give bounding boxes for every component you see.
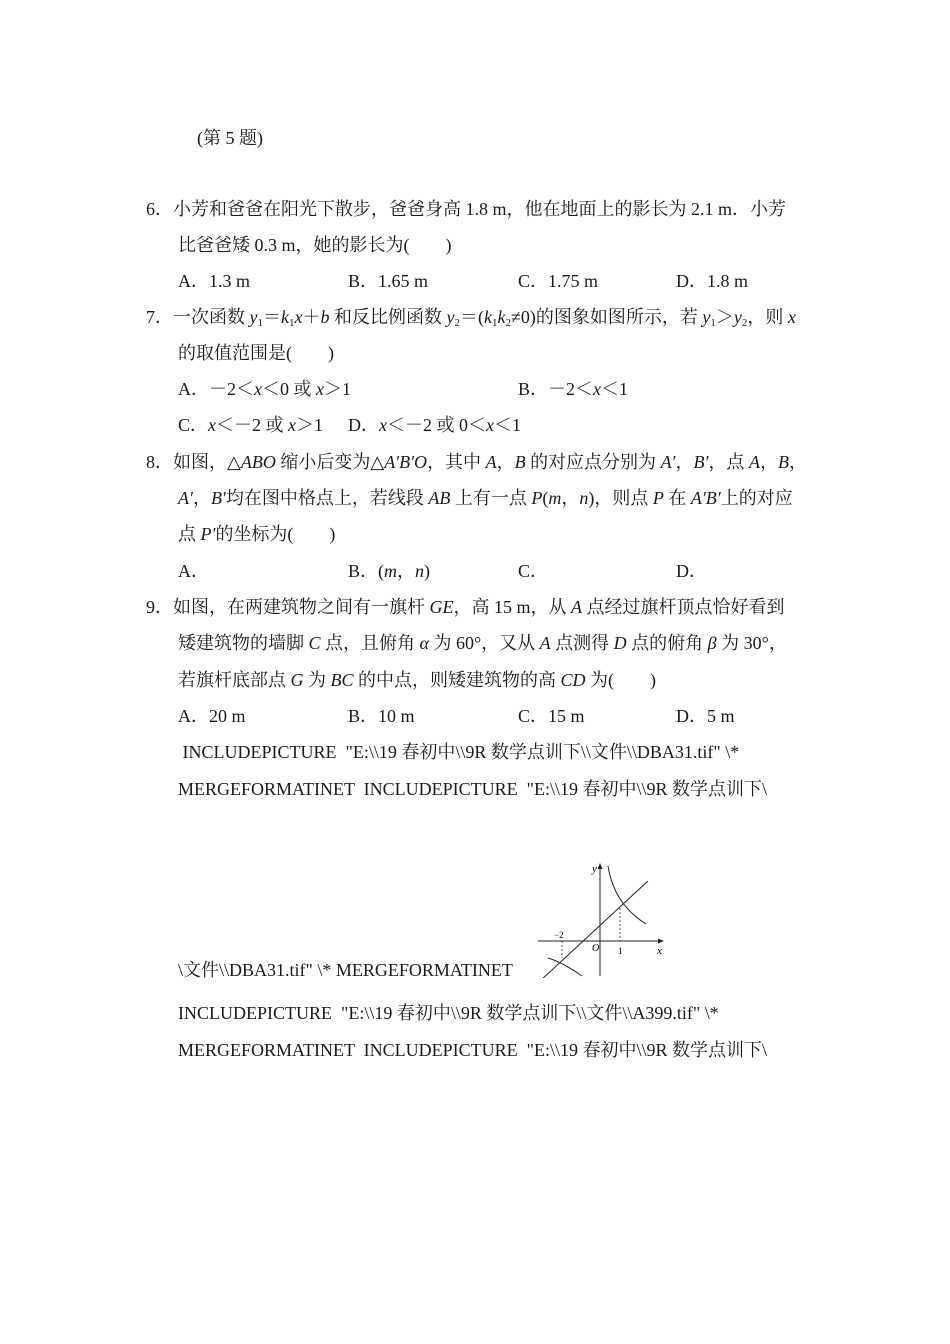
q7-var-y: y <box>733 307 742 327</box>
q7-opt-var: x <box>254 379 262 399</box>
hyperbola-branch-lower <box>548 958 582 976</box>
q7-text: 和反比例函数 <box>329 307 447 327</box>
include-field-line-3: \文件\\DBA31.tif" \* MERGEFORMATINET <box>178 960 513 980</box>
include-field-line-5: MERGEFORMATINET INCLUDEPICTURE "E:\\19 春初中\\9R 数学点训下\ <box>178 1040 768 1060</box>
q7-opt-var: x <box>486 415 494 435</box>
q9-option-d: D．5 m <box>676 706 735 726</box>
q9-line-3 <box>178 668 656 692</box>
q7-opt-var: x <box>316 379 324 399</box>
origin-label: O <box>592 943 600 954</box>
q8-text: ，点 <box>708 452 749 472</box>
q9-text: 为 <box>303 670 331 690</box>
q7-opt-text: ＞1 <box>296 415 324 435</box>
figure-5-caption: (第 5 题) <box>197 128 263 148</box>
q9-var: D <box>613 633 627 653</box>
q8-option-d: D． <box>676 561 707 581</box>
q7-option-a <box>178 377 351 401</box>
q9-text: 点的俯角 <box>626 633 708 653</box>
q8-text: 的对应点分别为 <box>525 452 661 472</box>
y-axis <box>598 863 603 976</box>
q7-text: ≠0)的图象如图所示，若 <box>511 307 703 327</box>
q8-text: 在 <box>663 488 691 508</box>
q8-var: A′B′ <box>690 488 721 508</box>
q7-opt-text: D． <box>348 415 379 435</box>
q7-opt-var: x <box>379 415 387 435</box>
q8-text: )，则点 <box>588 488 653 508</box>
q9-var: β <box>707 633 717 653</box>
q7-text: ，则 <box>747 307 788 327</box>
q8-var: m <box>548 488 562 508</box>
q8-opt-text: ) <box>424 561 430 581</box>
q8-var: B′ <box>693 452 709 472</box>
q7-opt-text: C． <box>178 415 209 435</box>
q7-sub: 2 <box>454 317 460 329</box>
q9-text: 点经过旗杆顶点恰好看到 <box>582 597 785 617</box>
q9-text: 的中点，则矮建筑物的高 <box>353 670 561 690</box>
q8-opt-text: ， <box>397 561 415 581</box>
q9-var: GE <box>429 597 454 617</box>
q8-text: ， <box>561 488 580 508</box>
q8-option-a: A． <box>178 561 209 581</box>
tick-label-1: 1 <box>618 946 623 956</box>
q8-text: 的坐标为( ) <box>215 524 336 544</box>
q6-line-2: 比爸爸矮 0.3 m，她的影长为( ) <box>178 235 452 255</box>
q7-var-y: y <box>702 307 711 327</box>
q8-option-c: C． <box>518 561 549 581</box>
q7-var-x: x <box>294 307 303 327</box>
q7-option-d <box>348 413 521 437</box>
q7-var-x: x <box>787 307 796 327</box>
q7-opt-text: B．－2＜ <box>518 379 594 399</box>
q9-var: BC <box>330 670 354 690</box>
tick-label-neg2: −2 <box>554 930 564 940</box>
q9-var: C <box>308 633 321 653</box>
q7-opt-var: x <box>208 415 217 435</box>
q8-text: 上有一点 <box>450 488 532 508</box>
q7-option-b <box>518 377 628 401</box>
q8-text: 上的对应 <box>720 488 793 508</box>
q8-line-3 <box>178 522 335 546</box>
q9-var: α <box>419 633 429 653</box>
q7-sub: 1 <box>289 317 295 329</box>
x-axis-label: x <box>657 945 662 957</box>
q8-text: ， <box>759 452 778 472</box>
q8-var: B <box>777 452 789 472</box>
q9-var: A <box>539 633 551 653</box>
q7-opt-text: ＜0 或 <box>262 379 316 399</box>
q8-var: A′ <box>178 488 193 508</box>
q9-option-b: B．10 m <box>348 706 415 726</box>
q7-text: ＞ <box>715 307 734 327</box>
q7-sub: 2 <box>741 317 748 329</box>
q8-var: ABO <box>240 452 276 472</box>
q8-var: B <box>514 452 526 472</box>
q8-var: A′ <box>660 452 676 472</box>
q9-text: 为 30°， <box>716 633 787 653</box>
q9-text: 为 60°，又从 <box>428 633 540 653</box>
q8-var: P′ <box>200 524 216 544</box>
q8-text: ， <box>675 452 694 472</box>
q9-text: 点，且俯角 <box>320 633 420 653</box>
q7-var-k: k <box>497 307 506 327</box>
q7-option-c <box>178 413 323 437</box>
q9-var: G <box>290 670 304 690</box>
q8-text: 缩小后变为△ <box>275 452 385 472</box>
q8-var: AB <box>428 488 451 508</box>
q7-var-y: y <box>249 307 258 327</box>
include-field-line-1: INCLUDEPICTURE "E:\\19 春初中\\9R 数学点训下\\文件\\DBA31.tif" \* <box>178 742 740 762</box>
q7-text: ＋ <box>302 307 321 327</box>
q9-line-1 <box>146 595 785 619</box>
q8-text: ， <box>496 452 515 472</box>
q9-text: 矮建筑物的墙脚 <box>178 633 309 653</box>
q7-opt-text: ＜－2 或 0＜ <box>387 415 486 435</box>
q7-var-k: k <box>484 307 492 327</box>
q8-var: A <box>485 452 497 472</box>
q9-text: 若旗杆底部点 <box>178 670 291 690</box>
q8-option-b <box>348 559 430 583</box>
q6-line-1: 6．小芳和爸爸在阳光下散步，爸爸身高 1.8 m，他在地面上的影长为 2.1 m．小芳 <box>146 199 786 219</box>
q9-text: 9．如图，在两建筑物之间有一旗杆 <box>146 597 430 617</box>
q9-text: ，高 15 m，从 <box>453 597 572 617</box>
q6-option-d: D．1.8 m <box>676 271 748 291</box>
include-field-line-2: MERGEFORMATINET INCLUDEPICTURE "E:\\19 春初中\\9R 数学点训下\ <box>178 779 768 799</box>
q7-var-b: b <box>320 307 330 327</box>
q8-text: 8．如图，△ <box>146 452 241 472</box>
q7-var-y: y <box>446 307 455 327</box>
q6-option-c: C．1.75 m <box>518 271 599 291</box>
q8-var: A <box>748 452 760 472</box>
q6-option-a: A．1.3 m <box>178 271 250 291</box>
q8-var: A′B′O <box>384 452 428 472</box>
q8-text: 均在图中格点上，若线段 <box>225 488 429 508</box>
q7-opt-text: A．－2＜ <box>178 379 254 399</box>
q9-text: 点测得 <box>550 633 614 653</box>
q8-var: n <box>579 488 589 508</box>
q8-opt-text: B．( <box>348 561 384 581</box>
q7-var-k: k <box>281 307 289 327</box>
q8-line-1 <box>146 450 807 474</box>
q9-var: A <box>571 597 583 617</box>
q7-opt-var: x <box>593 379 602 399</box>
q7-opt-text: ＞1 <box>324 379 351 399</box>
q9-text: 为( ) <box>585 670 657 690</box>
q9-option-c: C．15 m <box>518 706 585 726</box>
q8-text: ， <box>192 488 211 508</box>
function-graph <box>534 856 674 978</box>
q7-text: ＝ <box>263 307 281 327</box>
q9-var: CD <box>560 670 586 690</box>
y-axis-label: y <box>592 863 597 875</box>
q7-sub: 1 <box>710 317 716 329</box>
q7-text: ＝( <box>460 307 484 327</box>
q8-text: ， <box>788 452 807 472</box>
q7-opt-text: ＜1 <box>494 415 521 435</box>
q9-line-2 <box>178 631 787 655</box>
q7-sub: 1 <box>492 317 498 329</box>
q7-opt-var: x <box>288 415 297 435</box>
include-field-line-4: INCLUDEPICTURE "E:\\19 春初中\\9R 数学点训下\\文件\\A399.tif" \* <box>178 1003 719 1023</box>
q8-text: 点 <box>178 524 201 544</box>
q7-sub: 1 <box>257 317 263 329</box>
q8-opt-var: n <box>415 561 424 581</box>
q8-text: ，其中 <box>427 452 486 472</box>
q7-sub: 2 <box>505 317 511 329</box>
hyperbola-branch-upper <box>608 866 646 924</box>
q7-line-1 <box>146 305 796 329</box>
q8-var: B′ <box>210 488 226 508</box>
q8-var: P <box>652 488 664 508</box>
q8-opt-var: m <box>384 561 397 581</box>
q8-var: P <box>531 488 543 508</box>
q7-text: 7．一次函数 <box>146 307 250 327</box>
q8-line-2 <box>178 486 793 510</box>
q7-opt-text: ＜1 <box>601 379 629 399</box>
q7-opt-text: ＜－2 或 <box>216 415 289 435</box>
q7-line-2: 的取值范围是( ) <box>178 343 334 363</box>
q6-option-b: B．1.65 m <box>348 271 429 291</box>
q9-option-a: A．20 m <box>178 706 246 726</box>
q8-text: ( <box>542 488 549 508</box>
